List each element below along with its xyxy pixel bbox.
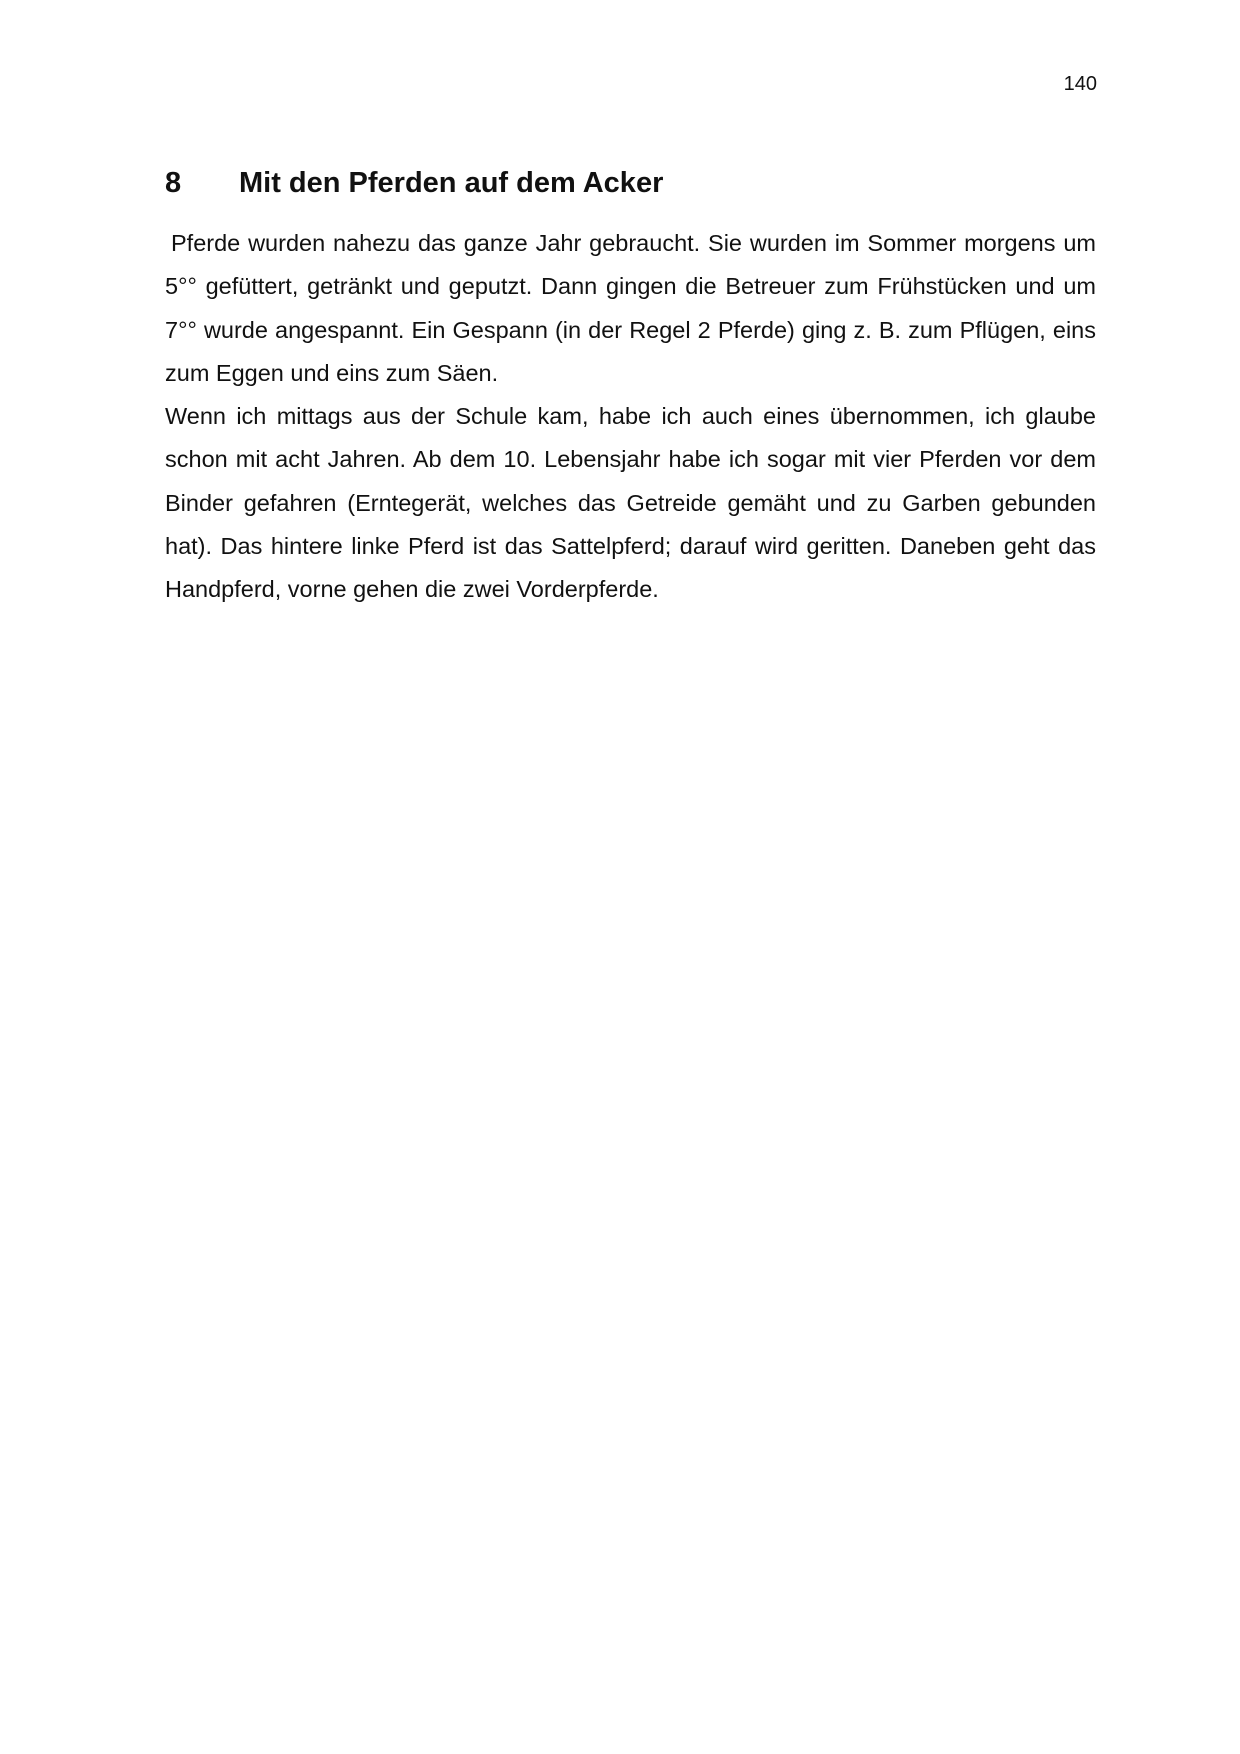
- page-number: 140: [1063, 73, 1097, 95]
- chapter-title: Mit den Pferden auf dem Acker: [239, 167, 664, 200]
- chapter-heading: [165, 165, 1095, 201]
- chapter-number: 8: [165, 167, 182, 200]
- paragraph-1: Pferde wurden nahezu das ganze Jahr gebraucht. Sie wurden im Sommer morgens um 5°° gefüttert, getränkt und geputzt. Dann gingen die Betreuer zum Frühstücken und um 7°° wurde angespannt. Ein Gespann (in der Regel 2 Pferde) ging z. B. zum Pflügen, eins zum Eggen und eins zum Säen.: [165, 230, 1096, 386]
- paragraph-2: Wenn ich mittags aus der Schule kam, habe ich auch eines übernommen, ich glaube schon mit acht Jahren. Ab dem 10. Lebensjahr habe ich sogar mit vier Pferden vor dem Binder gefahren (Erntegerät, welches das Getreide gemäht und zu Garben gebunden hat). Das hintere linke Pferd ist das Sattelpferd; darauf wird geritten. Daneben geht das Handpferd, vorne gehen die zwei Vorderpferde.: [165, 403, 1096, 603]
- body-text: [165, 222, 1096, 612]
